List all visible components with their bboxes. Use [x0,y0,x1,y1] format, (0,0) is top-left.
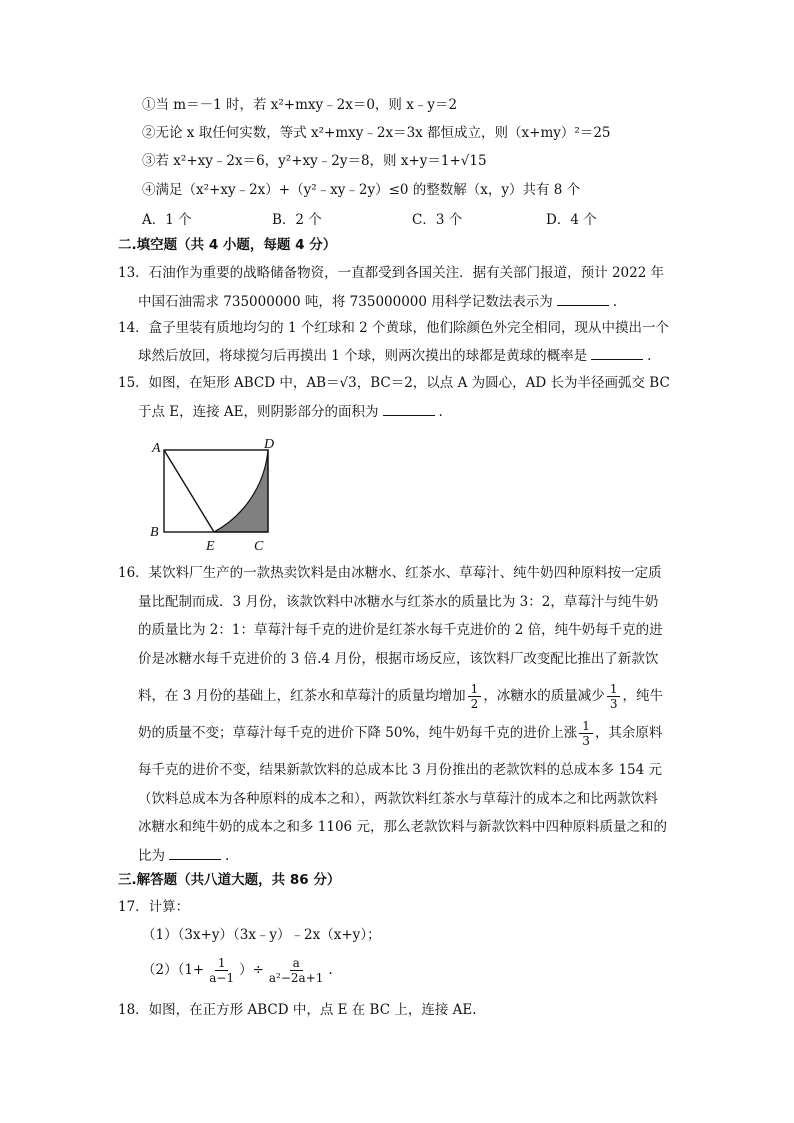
q16-line-9: 冰糖水和纯牛奶的成本之和多 1106 元，那么老款饮料与新款饮料中四种原料质量之和的 [138,819,667,835]
rectangle-figure [140,436,280,556]
fraction-a-over-quadratic [266,956,327,985]
fraction-third [607,682,621,711]
q16-text: 料，在 3 月份的基础上，红茶水和草莓汁的质量均增加 [138,688,466,704]
q16-text: 奶的质量不变；草莓汁每千克的进价下降 50%，纯牛奶每千克的进价上涨 [138,725,578,741]
label-a: A [152,441,161,456]
q14-line-1: 14．盒子里装有质地均匀的 1 个红球和 2 个黄球，他们除颜色外完全相同，现从中摸出一个 [118,320,670,336]
q18-line-1: 18．如图，在正方形 ABCD 中，点 E 在 BC 上，连接 AE. [118,1002,477,1018]
denominator: 3 [582,734,590,748]
q12-option-c: C．3 个 [412,212,463,228]
q16-line-7: 每千克的进价不变，结果新款饮料的总成本比 3 月份推出的老款饮料的总成本多 154 元 [138,762,663,778]
numerator: 1 [468,682,482,697]
answer-blank [169,845,221,860]
answer-blank [557,291,609,306]
q13-text: 中国石油需求 735000000 吨，将 735000000 用科学记数法表示为 [138,294,553,310]
q16-text: 比为 [138,848,165,864]
numerator: a [290,956,303,971]
q12-item-4: ④满足（x²+xy﹣2x）+（y²﹣xy﹣2y）≤0 的整数解（x，y）共有 8 个 [142,182,581,198]
denominator: 2 [470,697,479,711]
denominator: a²−2a+1 [268,971,324,985]
q16-text: ，纯牛 [622,688,663,704]
q16-line-2: 量比配制而成．3 月份，该款饮料中冰糖水与红茶水的质量比为 3：2，草莓汁与纯牛奶 [138,594,659,610]
q17-title: 17．计算： [118,899,190,915]
fraction-half [468,682,482,711]
q12-item-1: ①当 m＝－1 时，若 x²+mxy﹣2x＝0，则 x﹣y＝2 [142,97,458,113]
q16-line-3: 的质量比为 2：1：草莓汁每千克的进价是红茶水每千克进价的 2 倍，纯牛奶每千克的进 [138,622,663,638]
q12-option-b: B．2 个 [272,212,322,228]
q15-line-2: 于点 E，连接 AE，则阴影部分的面积为 . [138,401,443,422]
q12-option-a: A．1 个 [142,212,192,228]
section-2-heading: 二.填空题（共 4 小题，每题 4 分） [118,237,337,253]
q13-line-1: 13．石油作为重要的战略储备物资，一直都受到各国关注．据有关部门报道，预计 2022 年 [118,265,665,281]
q13-line-2: 中国石油需求 735000000 吨，将 735000000 用科学记数法表示为 . [138,291,617,312]
q15-text: 于点 E，连接 AE，则阴影部分的面积为 [138,404,379,420]
section-3-heading: 三.解答题（共八道大题，共 86 分） [118,872,341,888]
label-b: B [150,525,159,540]
q16-line-6 [138,715,662,751]
q17-part-1: （1）（3x+y）（3x﹣y）﹣2x（x+y）； [142,927,381,943]
q16-text: ，冰糖水的质量减少 [483,688,605,704]
segment-ae [164,450,214,532]
q16-line-5 [138,678,663,714]
numerator: 1 [607,682,621,697]
label-e: E [206,539,215,554]
fraction-1-over-a-minus-1 [206,956,237,985]
q16-line-4: 价是冰糖水每千克进价的 3 倍.4 月份，根据市场反应，该饮料厂改变配比推出了新款饮 [138,651,659,667]
q16-text: ，其余原料 [594,725,663,741]
q12-item-2: ②无论 x 取任何实数，等式 x²+mxy﹣2x＝3x 都恒成立，则（x+my）²＝25 [142,125,611,141]
q16-line-1: 16．某饮料厂生产的一款热卖饮料是由冰糖水、红茶水、草莓汁、纯牛奶四种原料按一定质 [118,565,662,581]
label-d: D [264,437,275,452]
numerator: 1 [579,719,593,734]
q17-text: （2）（1+ [142,962,205,978]
q17-text: ）÷ [239,962,264,978]
denominator: a−1 [209,971,235,985]
q16-line-10: 比为 . [138,845,229,866]
answer-blank [383,401,435,416]
fraction-third [579,719,593,748]
q14-text: 球然后放回，将球搅匀后再摸出 1 个球，则两次摸出的球都是黄球的概率是 [138,348,588,364]
q17-text: . [328,962,333,978]
q16-line-8: （饮料总成本为各种原料的成本之和），两款饮料红茶水与草莓汁的成本之和比两款饮料 [138,791,658,807]
shaded-region [214,450,268,532]
q15-line-1: 15．如图，在矩形 ABCD 中，AB＝√3，BC＝2，以点 A 为圆心，AD 长为半径画弧交 BC [118,375,670,391]
label-c: C [254,539,264,554]
numerator: 1 [215,956,229,971]
q14-line-2: 球然后放回，将球搅匀后再摸出 1 个球，则两次摸出的球都是黄球的概率是 . [138,345,651,366]
denominator: 3 [609,697,618,711]
answer-blank [591,345,643,360]
q12-item-3: ③若 x²+xy﹣2x＝6，y²+xy﹣2y＝8，则 x+y＝1+√15 [142,153,487,169]
q12-option-d: D．4 个 [546,212,597,228]
q17-part-2 [142,952,333,988]
